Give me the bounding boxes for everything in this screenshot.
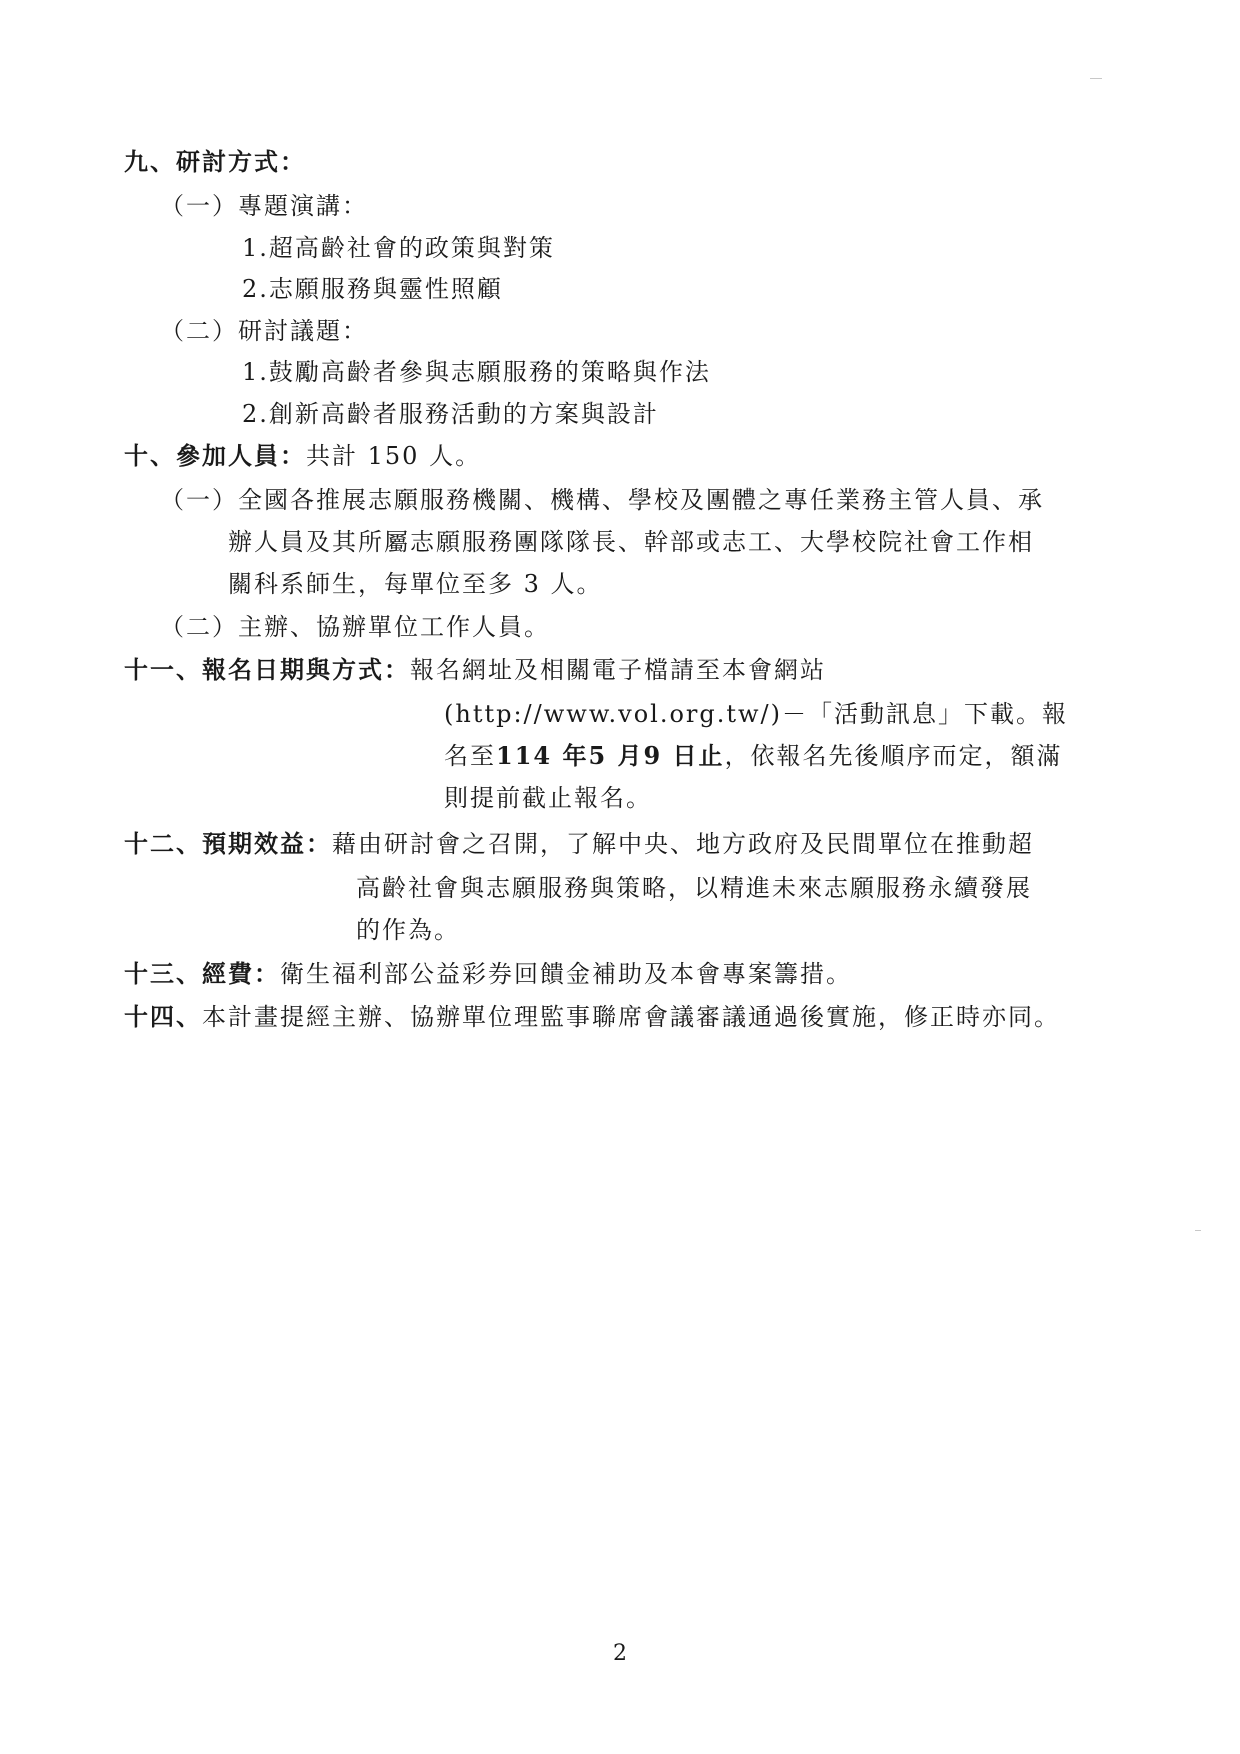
section-11-text [444,740,1063,772]
section-10-a-line: 辦人員及其所屬志願服務團隊隊長、幹部或志工、大學校院社會工作相 [228,528,1034,556]
list-item: 2.志願服務與靈性照顧 [242,275,503,303]
section-14-text: 本計畫提經主辦、協辦單位理監事聯席會議審議通過後實施，修正時亦同。 [202,1003,1060,1031]
list-item: 1.超高齡社會的政策與對策 [242,234,555,262]
section-14-heading: 十四、 [124,1002,202,1031]
section-9-heading: 九、研討方式： [124,147,306,176]
section-11-heading: 十一、報名日期與方式： [124,655,410,684]
section-10-line [124,440,481,472]
section-13-heading: 十三、經費： [124,959,280,988]
section-10-a-line: （一）全國各推展志願服務機關、機構、學校及團體之專任業務主管人員、承 [160,486,1044,514]
section-10-a-line: 關科系師生，每單位至多 3 人。 [228,570,603,598]
section-14-line [124,1001,1060,1033]
section-12-text: 的作為。 [356,916,460,944]
page-number: 2 [613,1641,627,1666]
section-11-text-part: ，依報名先後順序而定，額滿 [724,742,1063,770]
section-13-text: 衛生福利部公益彩券回饋金補助及本會專案籌措。 [280,960,852,988]
scan-speck [1090,78,1102,79]
section-12-heading: 十二、預期效益： [124,829,332,858]
section-11-text: 則提前截止報名。 [444,784,652,812]
section-12-text: 藉由研討會之召開，了解中央、地方政府及民間單位在推動超 [332,830,1034,858]
registration-deadline: 114 年5 月9 日止 [496,741,725,770]
section-9-subsection-a-label: （一）專題演講： [160,192,368,220]
section-12-text: 高齡社會與志願服務與策略，以精進未來志願服務永續發展 [356,874,1032,902]
section-11-text-part: 名至 [444,742,496,770]
scan-speck [1195,1230,1201,1231]
section-10-text: 共計 150 人。 [306,442,482,470]
list-item: 2.創新高齡者服務活動的方案與設計 [242,400,659,428]
section-12-line [124,828,1034,860]
section-10-heading: 十、參加人員： [124,441,306,470]
list-item: 1.鼓勵高齡者參與志願服務的策略與作法 [242,358,711,386]
section-9-subsection-b-label: （二）研討議題： [160,317,368,345]
section-10-b-line: （二）主辦、協辦單位工作人員。 [160,613,550,641]
section-13-line [124,958,852,990]
section-11-line [124,654,826,686]
section-11-text: (http://www.vol.org.tw/)－「活動訊息」下載。報 [444,700,1069,728]
section-11-text: 報名網址及相關電子檔請至本會網站 [410,656,826,684]
